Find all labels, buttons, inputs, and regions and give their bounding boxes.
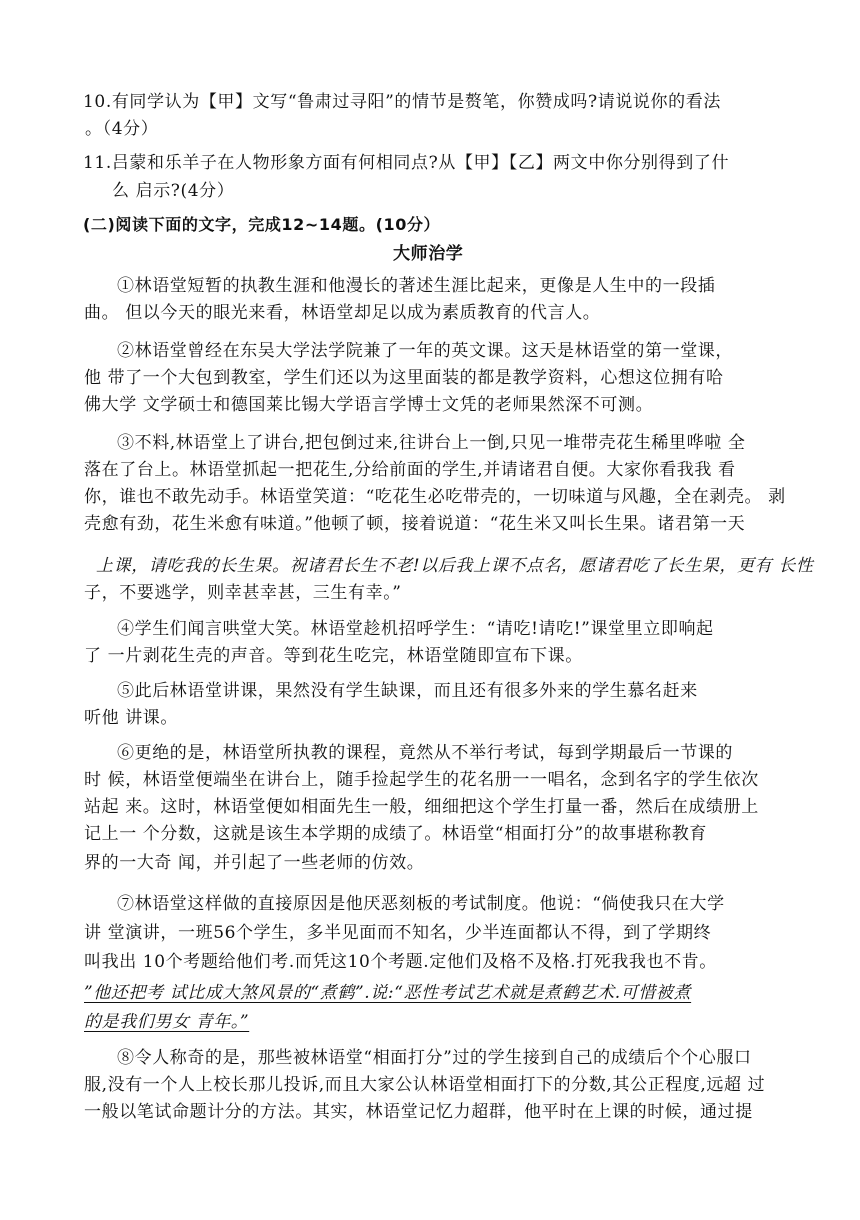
paragraph-1-line-2: 曲。 但以今天的眼光来看，林语堂却足以成为素质教育的代言人。 (84, 303, 601, 323)
question-10-line-1: 10.有同学认为【甲】文写“鲁肃过寻阳”的情节是赘笔，你赞成吗?请说说你的看法 (83, 92, 721, 112)
paragraph-7-line-3: 叫我出 10个考题给他们考.而凭这10个考题.定他们及格不及格.打死我我也不肯。 (84, 952, 717, 972)
paragraph-8-line-3: 一般以笔试命题计分的方法。其实，林语堂记忆力超群，他平时在上课的时候，通过提 (84, 1102, 753, 1122)
paragraph-6-line-5: 界的一大奇 闻，并引起了一些老师的仿效。 (84, 853, 425, 873)
paragraph-7-line-2: 讲 堂演讲，一班56个学生，多半见面而不知名，少半连面都认不得，到了学期终 (84, 923, 712, 943)
passage-title: 大师治学 (393, 244, 464, 264)
paragraph-6-line-4: 记上一 个分数，这就是该生本学期的成绩了。林语堂“相面打分”的故事堪称教育 (84, 824, 707, 844)
paragraph-7-line-4: ”他还把考 试比成大煞风景的“煮鹤”.说:“恶性考试艺术就是煮鹤艺术.可惜被煮 (84, 983, 692, 1003)
paragraph-3-line-6: 子，不要逃学，则幸甚幸甚，三生有幸。” (84, 583, 402, 603)
paragraph-3-line-3: 你，谁也不敢先动手。林语堂笑道：“吃花生必吃带壳的，一切味道与风趣，全在剥壳。 剥 (84, 487, 786, 507)
paragraph-3-line-5: 上课，请吃我的长生果。祝诸君长生不老!以后我上课不点名，愿诸君吃了长生果，更有 长性 (96, 556, 814, 576)
paragraph-8-line-1: ⑧令人称奇的是，那些被林语堂“相面打分”过的学生接到自己的成绩后个个心服口 (117, 1048, 752, 1068)
paragraph-6-line-2: 时 候，林语堂便端坐在讲台上，随手捡起学生的花名册一一唱名，念到名字的学生依次 (84, 770, 759, 790)
paragraph-2-line-2: 他 带了一个大包到教室，学生们还以为这里面装的都是教学资料，心想这位拥有哈 (84, 368, 724, 388)
paragraph-1-line-1: ①林语堂短暂的执教生涯和他漫长的著述生涯比起来，更像是人生中的一段插 (117, 276, 716, 296)
question-11-line-1: 11.吕蒙和乐羊子在人物形象方面有何相同点?从【甲】【乙】两文中你分别得到了什 (83, 153, 730, 173)
paragraph-5-line-1: ⑤此后林语堂讲课，果然没有学生缺课，而且还有很多外来的学生慕名赶来 (117, 681, 698, 701)
section-heading: (二)阅读下面的文字，完成12~14题。(10分） (83, 215, 441, 234)
paragraph-3-line-2: 落在了台上。林语堂抓起一把花生,分给前面的学生,并请诸君自便。大家你看我我 看 (84, 460, 736, 480)
paragraph-6-line-3: 站起 来。这时，林语堂便如相面先生一般，细细把这个学生打量一番，然后在成绩册上 (84, 797, 759, 817)
paragraph-2-line-3: 佛大学 文学硕士和德国莱比锡大学语言学博士文凭的老师果然深不可测。 (84, 395, 654, 415)
paragraph-7-line-5: 的是我们男女 青年。” (84, 1012, 250, 1032)
paragraph-8-line-2: 服,没有一个人上校长那儿投诉,而且大家公认林语堂相面打下的分数,其公正程度,远超 过 (84, 1075, 766, 1095)
paragraph-2-line-1: ②林语堂曾经在东吴大学法学院兼了一年的英文课。这天是林语堂的第一堂课， (117, 341, 733, 361)
paragraph-4-line-1: ④学生们闻言哄堂大笑。林语堂趁机招呼学生：“请吃!请吃!”课堂里立即响起 (117, 619, 714, 639)
question-11-line-2: 么 启示?(4分） (112, 181, 235, 201)
paragraph-3-line-4: 壳愈有劲，花生米愈有味道。”他顿了顿，接着说道：“花生米又叫长生果。诸君第一天 (84, 514, 746, 534)
paragraph-4-line-2: 了 一片剥花生壳的声音。等到花生吃完，林语堂随即宣布下课。 (84, 646, 583, 666)
paragraph-5-line-2: 听他 讲课。 (84, 708, 179, 728)
question-10-line-2: 。（4分） (85, 119, 159, 139)
paragraph-7-line-1: ⑦林语堂这样做的直接原因是他厌恶刻板的考试制度。他说：“倘使我只在大学 (117, 894, 725, 914)
paragraph-6-line-1: ⑥更绝的是，林语堂所执教的课程，竟然从不举行考试，每到学期最后一节课的 (117, 743, 733, 763)
paragraph-3-line-1: ③不料,林语堂上了讲台,把包倒过来,往讲台上一倒,只见一堆带壳花生稀里哗啦 全 (117, 433, 746, 453)
